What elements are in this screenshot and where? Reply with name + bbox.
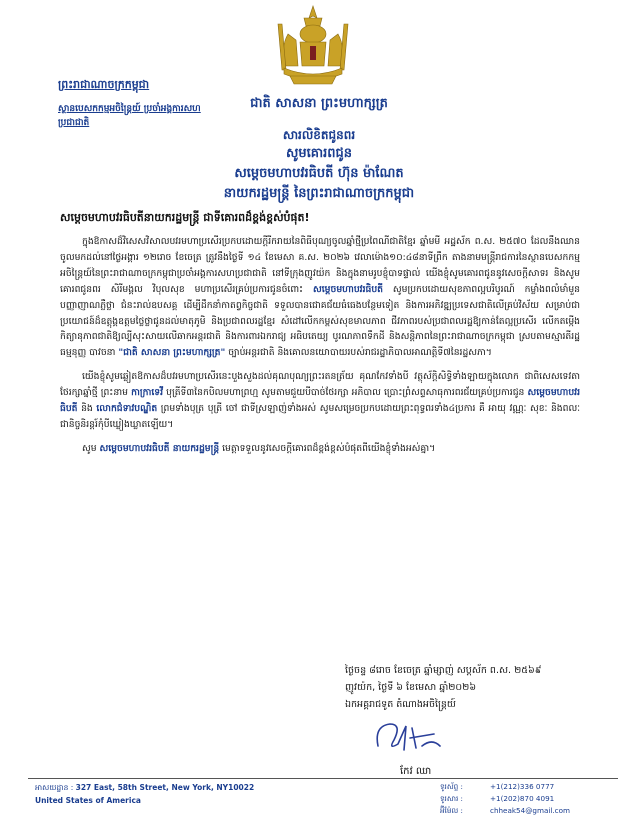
signer-name: កែវ ឈា xyxy=(400,766,432,777)
address: 327 East, 58th Street, New York, NY10022 xyxy=(75,783,255,792)
date-block xyxy=(345,662,595,713)
doc-type: សារលិខិតជូនពរ xyxy=(282,128,356,142)
royal-coat-of-arms-emblem xyxy=(268,4,358,88)
signature-mark xyxy=(372,716,452,758)
signer-title: ឯកអគ្គរាជទូត តំណាងអចិន្ត្រៃយ៍ xyxy=(345,699,456,710)
kingdom-name: ព្រះរាជាណាចក្រកម្ពុជា xyxy=(58,78,150,91)
paragraph-2: យើងខ្ញុំសូមឆ្លៀតឱកាសដ៏បវរមហាប្រសើរនេះបួងសួងដល់គុណបុណ្យព្រះរតនត្រ័យ គុណកែវទាំងបី វត្ថុស័ក្តិសិទ្ធិទាំងឡាយក្នុងលោក ជាពិសេសទេវតាថែរក្សាឆ្នាំថ្មី ព្រះនាម កាក្រាទេវី បុត្រីទី៣នៃកបិលមហាព្រហ្ម សូមតាមជួយបីបាច់ថែរក្សា អភិបាល ប្រោះព្រំសព្ទសាធុការពរជ័យគ្រប់ប្រការជូន សម្តេចមហាបវរធិបតី និង លោកជំទាវបណ្ឌិត ព្រមទាំងបុត្រ បុត្រី ចៅ ជាទីស្រឡាញ់ទាំងអស់ សូមសម្រេចប្រកបដោយព្រះពុទ្ធពរទាំង៤ប្រការ គឺ អាយុ វណ្ណៈ សុខៈ និងពលៈ ជានិច្ចនិរន្តរ៍កុំបីឃ្លៀងឃ្លាតឡើយ។ xyxy=(60,371,581,430)
respect-line: សូមគោរពជូន xyxy=(285,146,352,161)
phone-number: +1(212)336 0777 xyxy=(490,782,555,791)
fax-number: +1(202)870 4091 xyxy=(490,794,555,803)
paragraph-3: សូម សម្តេចមហាបវរធិបតី នាយករដ្ឋមន្ត្រី មេត្តាទទួលនូវសេចក្តីគោរពដ៏ខ្ពង់ខ្ពស់បំផុតពីយើងខ្ញុំទាំងអស់គ្នា។ xyxy=(82,442,436,454)
footer-contacts: ទូរស័ព្ទ : +1(212)336 0777 ទូរសារ : +1(202)870 4091 អ៊ីម៉ែល : chheak54@gmail.com xyxy=(440,782,570,815)
mission-name: ស្ថានបេសកកម្មអចិន្ត្រៃយ៍ ប្រចាំអង្គការសហប្រជាជាតិ xyxy=(58,104,201,128)
salutation: សម្តេចមហាបវរធិបតីនាយករដ្ឋមន្ត្រី ជាទីគោរពដ៏ខ្ពង់ខ្ពស់បំផុត! xyxy=(60,211,310,224)
email-link[interactable]: chheak54@gmail.com xyxy=(490,806,570,815)
letter-body xyxy=(60,234,580,465)
recipient-name: សម្តេចមហាបវរធិបតី ហ៊ុន ម៉ាណែត xyxy=(234,166,404,181)
letter-title-block xyxy=(0,126,638,204)
recipient-title: នាយករដ្ឋមន្ត្រី នៃព្រះរាជាណាចក្រកម្ពុជា xyxy=(223,186,415,201)
national-motto: ជាតិ សាសនា ព្រះមហាក្សត្រ xyxy=(250,96,388,111)
paragraph-1: ក្នុងឱកាសដ៏វិសេសវិសាលបវរមហាប្រសើរប្រកបដោយក្តីរីករាយនៃពិធីបុណ្យចូលឆ្នាំថ្មីប្រពៃណីជាតិខ្មែរ ឆ្នាំមមី អដ្ឋស័ក ព.ស. ២៥៧០ ដែលនឹងឈានចូលមកដល់នៅថ្ងៃអង្គារ ១២រោច ខែចេត្រ ត្រូវនឹងថ្ងៃទី ១៤ ខែមេសា គ.ស. ២០២៦ វេលាម៉ោង១០:៤៨នាទីព្រឹក តាងនាមមន្ត្រីរាជការនៃស្ថានបេសកកម្មអចិន្ត្រៃយ៍នៃព្រះរាជាណាចក្រកម្ពុជាប្រចាំអង្គការសហប្រជាជាតិ នៅទីក្រុងញូវយ៉ក និងក្នុងនាមរូបខ្ញុំបាទផ្ទាល់ យើងខ្ញុំសូមគោរពជូននូវសេចក្តីសាទរ និងសូមគោរពជូនពរ សិរីមង្គល វិបុលសុខ មហាប្រសើរគ្រប់ប្រការជូនចំពោះ សម្តេចមហាបវរធិបតី សូមប្រកបដោយសុខភាពល្អបរិបូរណ៍ កម្លាំងពលំមាំមួន បញ្ញាញាណភ្លឺថ្លា ជំនះរាល់ឧបសគ្គ ដើម្បីដឹកនាំកាតព្វកិច្ចជាតិ ទទួលបានជោគជ័យធំធេងបន្ថែមទៀត និងការអភិវឌ្ឍប្រទេសជាតិលើគ្រប់វិស័យ សម្រាប់ជាប្រយោជន៍ដ៏ឧត្តុង្គឧត្តមថ្លៃថ្លាជូនដល់មាតុភូមិ និងប្រជាពលរដ្ឋខ្មែរ សំដៅលើកកម្ពស់សុខមាលភាព ជីវភាពរបស់ប្រជាពលរដ្ឋឱ្យកាន់តែល្អប្រសើរ លើកតម្កើងកិត្យានុភាពជាតិឱ្យល្បីសុះសាយលើឆាកអន្តរជាតិ និងការពារឯករាជ្យ អធិបតេយ្យ បូរណភាពទឹកដី និងសន្តិភាពនៃព្រះរាជាណាចក្រកម្ពុជា ស្របតាមស្មារតីរដ្ឋធម្មនុញ្ញ បាវចនា "ជាតិ សាសនា ព្រះមហាក្សត្រ" ច្បាប់អន្តរជាតិ និងគោលនយោបាយរបស់រាជរដ្ឋាភិបាលអាណត្តិទី៧នៃរដ្ឋសភា។ xyxy=(60,236,581,359)
solar-date: ញូវយ៉ក, ថ្ងៃទី ៦ ខែមេសា ឆ្នាំ២០២៦ xyxy=(345,682,477,693)
country: United States of America xyxy=(35,796,141,805)
footer-divider xyxy=(28,778,618,779)
footer-address: អាសយដ្ឋាន : 327 East, 58th Street, New York, NY10022 United States of America xyxy=(35,783,255,805)
lunar-date: ថ្ងៃចន្ទ ៨រោច ខែចេត្រ ឆ្នាំម្សាញ់ សប្តស័ក ព.ស. ២៥៦៩ xyxy=(345,665,542,676)
